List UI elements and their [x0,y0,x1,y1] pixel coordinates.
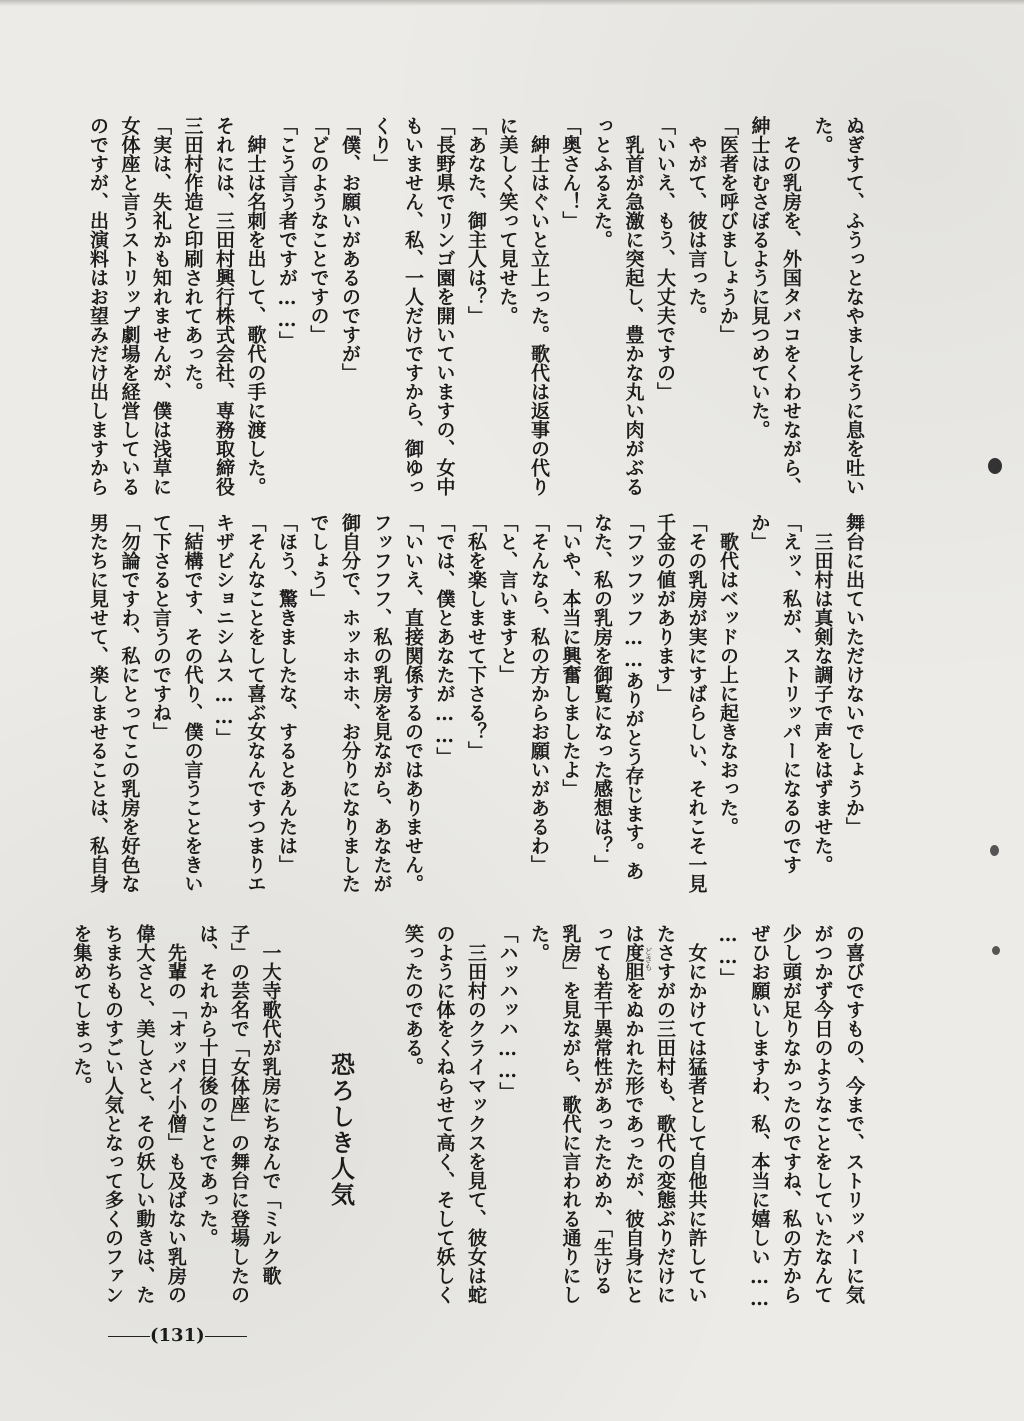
text-column: た。 [528,924,550,962]
text-column: か」 [748,513,771,551]
text-column: 「いいえ、直接関係するのではありません。 [402,513,424,893]
text-column: ……」 [717,924,739,987]
text-column: 紳士はむさぼるように見つめていた。 [748,116,771,439]
text-column: キザビショニシムス……」 [213,513,235,747]
text-column: のですが、出演料はお望みだけ出しますから [87,116,109,496]
ink-blot [988,458,1002,474]
text-column: 「フッフッフ……ありがとう存じます。あ [622,513,645,880]
ink-blot [990,845,999,856]
text-column: た。 [811,116,834,154]
text-column: くり」 [370,116,393,173]
text-column: っても若干異常性があったためか、「生ける [591,924,613,1295]
text-column: 「そんなことをして喜ぶ女なんですつまりエ [244,513,267,893]
text-column: 三田村は真剣な調子で声をはずませた。 [811,513,834,874]
text-column: 三田村作造と印刷されてあった。 [181,116,204,401]
text-column: 笑ったのである。 [402,924,424,1076]
text-column: 「では、僕とあなたが……」 [433,513,456,766]
text-column: 「あなた、御主人は？」 [465,116,487,325]
dash-left [108,1336,150,1337]
text-column: を集めてしまった。 [70,924,93,1095]
text-column: 「えッ、私が、ストリッパーになるのです [780,513,802,874]
text-column: 三田村のクライマックスを見て、彼女は蛇 [465,924,487,1304]
text-column: 「と、言いますと」 [496,513,519,684]
text-column: 少し頭が足りなかったのですね、私の方から [780,924,802,1304]
dash-right [205,1336,247,1337]
text-column: 「こう言う者ですが……」 [276,116,298,350]
text-column: 子」の芸名で「女体座」の舞台に登場したの [228,924,250,1304]
text-column: に美しく笑って見せた。 [496,116,519,325]
text-column: 「ほう、驚きましたな、するとあんたは」 [276,513,298,874]
page-number-text: (131) [150,1325,205,1346]
text-column: 「その乳房が実にすばらしい、それこそ一見 [685,513,708,893]
text-column: 紳士は名刺を出して、歌代の手に渡した。 [244,116,267,496]
text-column: ぬぎすて、ふうっとなやましそうに息を吐い [843,116,865,496]
text-column: 先輩の「オッパイ小僧」も及ばない乳房の [165,924,187,1304]
text-column: 「結構です、その代り、僕の言うことをきい [181,513,204,893]
text-column: ちまちものすごい人気となって多くのファン [102,924,124,1304]
text-column: もいません、私、一人だけですから、御ゆっ [402,116,424,496]
ink-blot [992,946,1000,955]
text-column: がつかず今日のようなことをしていたなんて [811,924,834,1304]
text-column: 歌代はベッドの上に起きなおった。 [717,513,739,836]
text-tier-top [79,116,869,506]
text-column: 「そんなら、私の方からお願いがあるわ」 [528,513,550,874]
text-column: その乳房を、外国タバコをくわせながら、 [780,116,802,496]
text-column: 男たちに見せて、楽しませることは、私自身 [87,513,109,893]
ruby-annotation: どきも [644,947,653,971]
text-column: 女にかけては猛者として自他共に許してい [685,924,708,1304]
text-column: 「実は、失礼かも知れませんが、僕は浅草に [150,116,172,496]
text-column: 御自分で、ホッホホホ、お分りになりました [339,513,361,893]
text-column: のように体をくねらせて高く、そして妖しく [433,924,456,1304]
text-tier-middle [79,513,869,903]
text-column: でしょう」 [307,513,330,608]
text-column: 乳首が急激に突起し、豊かな丸い肉がぶる [622,116,645,496]
text-column: 「医者を呼びましょうか」 [717,116,739,344]
text-column: 舞台に出ていただけないでしょうか」 [843,513,865,836]
text-column: 女体座と言うストリップ劇場を経営している [118,116,141,496]
section-heading: 恐ろしき人気 [326,1052,356,1208]
text-column: 「私を楽しませて下さる？」 [465,513,487,760]
text-column: なた、私の乳房を御覧になった感想は？」 [591,513,613,874]
text-column: は度胆をぬかれた形であったが、彼自身にと [622,924,645,1304]
text-column: 「いや、本当に興奮しましたよ」 [559,513,582,798]
text-column: っとふるえた。 [591,116,613,249]
text-column: それには、三田村興行株式会社、専務取締役 [213,116,235,496]
text-column: 乳房」を見ながら、歌代に言われる通りにし [559,924,582,1304]
text-column: フッフフフ、私の乳房を見ながら、あなたが [370,513,393,893]
text-tier-bottom [70,924,869,1314]
text-column: の喜びですもの、今まで、ストリッパーに気 [843,924,865,1304]
text-column: 「長野県でリンゴ園を開いていますの、女中 [433,116,456,496]
page-number [108,1326,247,1346]
text-column: たさすがの三田村も、歌代の変態ぶりだけに [654,924,676,1304]
text-column: 「どのようなことですの」 [307,116,330,344]
text-column: ぜひお願いしますわ、私、本当に嬉しい…… [748,924,771,1310]
text-column: 紳士はぐいと立上った。歌代は返事の代り [528,116,550,496]
page-top-edge [0,0,1024,6]
text-column: 一大寺歌代が乳房にちなんで「ミルク歌 [259,924,282,1285]
text-column: 偉大さと、美しさと、その妖しい動きは、た [133,924,156,1304]
text-column: は、それから十日後のことであった。 [196,924,219,1247]
text-column: 「いいえ、もう、大丈夫ですの」 [654,116,676,401]
text-column: 「勿論ですわ、私にとってこの乳房を好色な [118,513,141,893]
text-column: 「奥さん！」 [559,116,582,230]
text-column: 「僕、お願いがあるのですが」 [339,116,361,382]
text-column: やがて、彼は言った。 [685,116,708,325]
text-column: 千金の値があります」 [654,513,676,703]
text-column: て下さると言うのですね」 [150,513,172,741]
text-column: 「ハッハッハ……」 [496,924,519,1101]
